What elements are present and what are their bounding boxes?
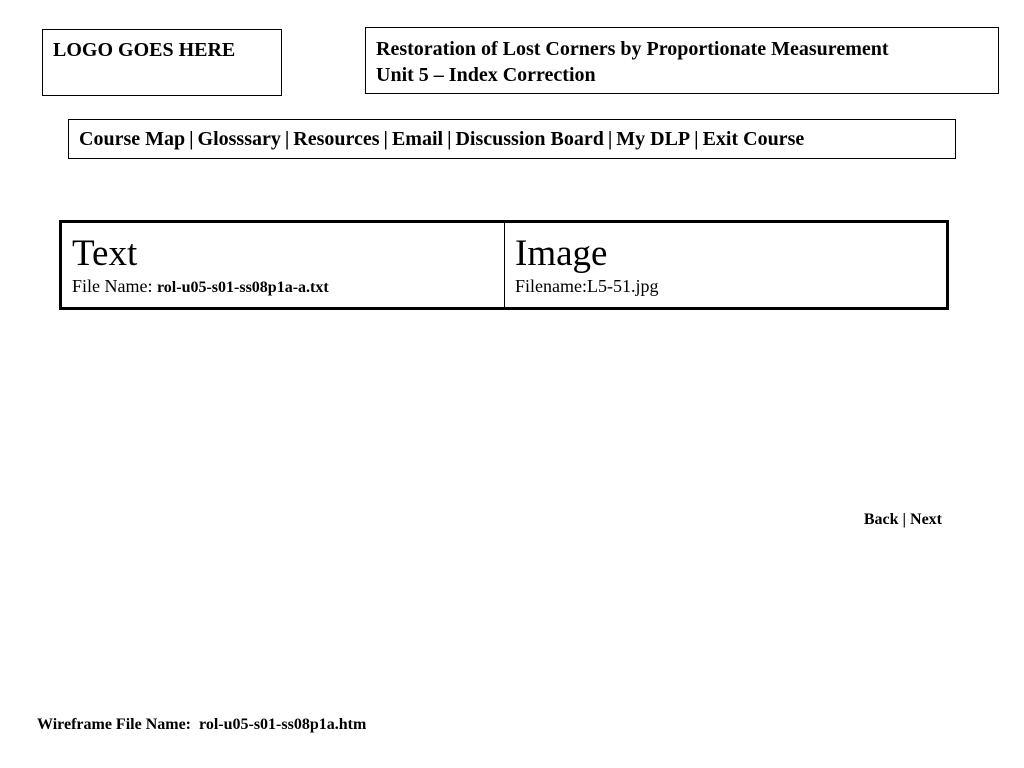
course-title: Restoration of Lost Corners by Proportionate Measurement	[376, 38, 889, 60]
pager-separator: |	[902, 511, 907, 528]
nav-resources-link[interactable]: Resources	[293, 128, 380, 150]
text-file-name	[72, 275, 494, 299]
nav-glossary-link[interactable]: Glosssary	[197, 128, 281, 150]
nav-separator: |	[284, 128, 290, 150]
text-file-name-value: rol-u05-s01-ss08p1a-a.txt	[156, 279, 329, 296]
logo-text: LOGO GOES HERE	[53, 39, 236, 61]
text-cell	[62, 223, 504, 307]
image-file-name: Filename:L5-51.jpg	[515, 276, 659, 296]
nav-separator: |	[447, 128, 452, 150]
nav-email-link[interactable]: Email	[391, 128, 444, 150]
back-link[interactable]: Back	[863, 511, 899, 528]
content-table	[59, 220, 949, 310]
course-navigation-bar	[68, 119, 956, 159]
nav-course-map-link[interactable]: Course Map	[79, 128, 186, 150]
next-link[interactable]: Next	[910, 511, 942, 528]
nav-exit-course-link[interactable]: Exit Course	[702, 128, 805, 150]
nav-separator: |	[383, 128, 388, 150]
nav-my-dlp-link[interactable]: My DLP	[616, 128, 691, 150]
wireframe-file-name: Wireframe File Name: rol-u05-s01-ss08p1a.htm	[37, 716, 367, 733]
page-pager	[840, 510, 942, 530]
logo-placeholder	[42, 29, 282, 96]
text-file-name-label: File Name:	[72, 276, 157, 296]
unit-title: Unit 5 – Index Correction	[376, 64, 596, 86]
nav-separator: |	[694, 128, 699, 150]
nav-separator: |	[607, 128, 613, 150]
text-cell-heading: Text	[72, 233, 138, 274]
image-cell	[504, 223, 946, 307]
course-title-box	[365, 27, 999, 94]
image-cell-heading: Image	[515, 233, 608, 274]
nav-separator: |	[189, 128, 194, 150]
nav-discussion-board-link[interactable]: Discussion Board	[455, 128, 604, 150]
